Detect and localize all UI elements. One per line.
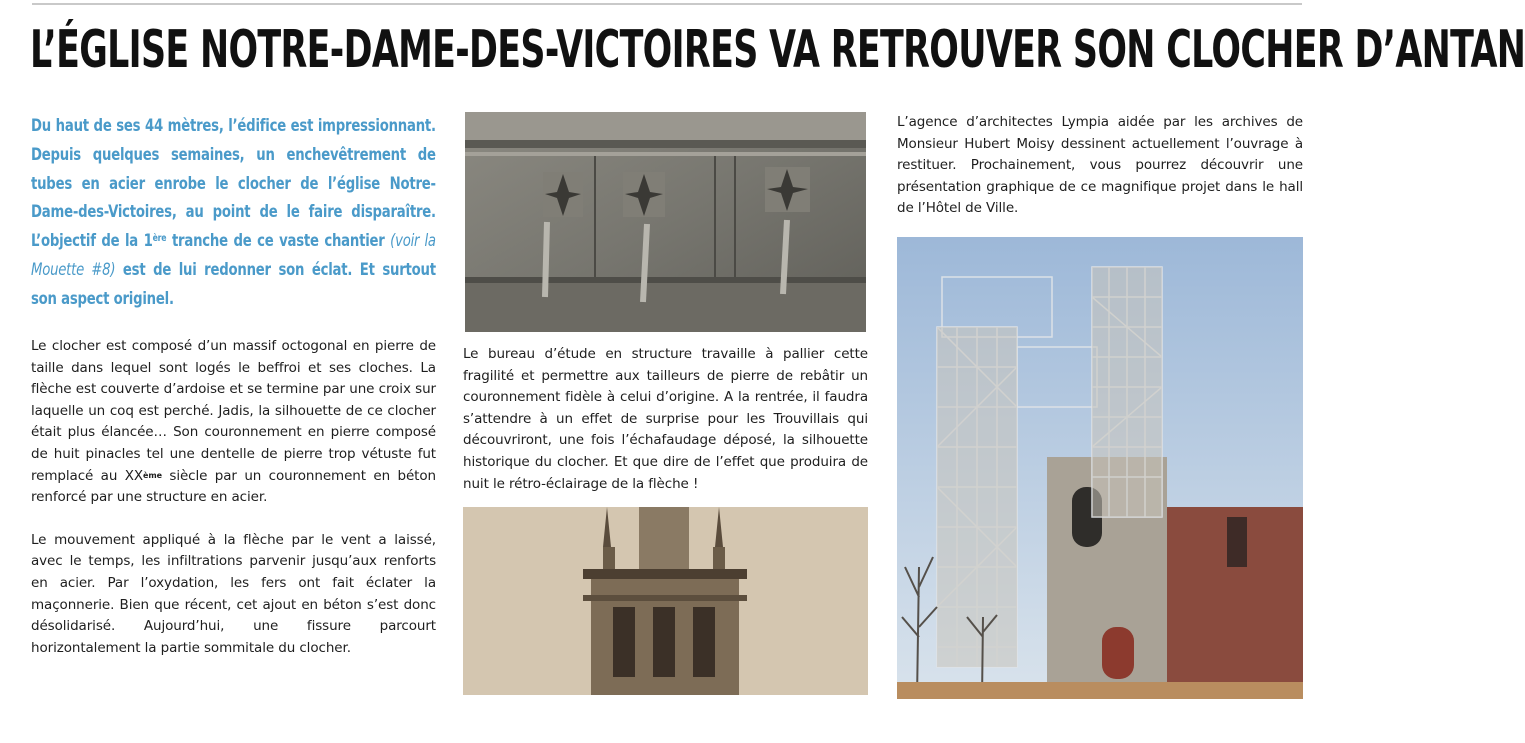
photo-archive-clocher-image <box>463 507 868 695</box>
lead-part-1: Du haut de ses 44 mètres, l’édifice est impressionnant. Depuis quelques semaines, un enchevêtrement de tubes en acier enrobe le clocher de l’église Notre-Dame-des-Victoires, au point de le faire disparaître. L’objectif de la 1 <box>31 116 436 252</box>
column-1-body <box>31 336 436 659</box>
paragraph-clocher <box>31 336 436 509</box>
lead-part-3: est de lui redonner son éclat. Et surtout son aspect originel. <box>31 259 436 309</box>
photo-scaffolding-image <box>897 237 1303 699</box>
paragraph-clocher-b: siècle par un couronnement en béton renforcé par une structure en acier. <box>31 467 436 506</box>
column-1 <box>31 112 436 680</box>
column-3 <box>897 112 1303 699</box>
photo-scaffolding <box>897 237 1303 699</box>
lead-part-2: tranche de ce vaste chantier <box>166 231 391 252</box>
lead-superscript: ère <box>152 233 167 245</box>
photo-stone-detail <box>465 112 866 332</box>
photo-archive-clocher <box>463 507 868 695</box>
top-rule <box>32 3 1302 5</box>
article-lead <box>31 112 436 314</box>
column-2-body <box>463 344 868 495</box>
lead-reference: (voir la Mouette #8) <box>31 231 436 280</box>
column-3-body <box>897 112 1303 220</box>
article-title: L’ÉGLISE NOTRE-DAME-DES-VICTOIRES VA RETROUVER SON CLOCHER D’ANTAN <box>30 20 1525 80</box>
column-2 <box>463 112 868 695</box>
paragraph-clocher-a: Le clocher est composé d’un massif octogonal en pierre de taille dans lequel sont logés le beffroi et ses cloches. La flèche est couverte d’ardoise et se termine par une croix sur laquelle un coq est perché. Jadis, la silhouette de ce clocher était plus élancée… Son couronnement en pierre composé de huit pinacles tel une dentelle de pierre trop vétuste fut remplacé au XX <box>31 338 436 484</box>
paragraph-agence-lympia: L’agence d’architectes Lympia aidée par les archives de Monsieur Hubert Moisy dessinent actuellement l’ouvrage à restituer. Prochainement, vous pourrez découvrir une présentation graphique de ce magnifique projet dans le hall de l’Hôtel de Ville. <box>897 114 1303 217</box>
photo-stone-detail-image <box>465 112 866 332</box>
paragraph-bureau-etude: Le bureau d’étude en structure travaille à pallier cette fragilité et permettre aux tailleurs de pierre de rebâtir un couronnement fidèle à celui d’origine. A la rentrée, il faudra s’attendre à un effet de surprise pour les Trouvillais qui découvriront, une fois l’échafaudage déposé, la silhouette historique du clocher. Et que dire de l’effet que produira de nuit le rétro-éclairage de la flèche ! <box>463 346 868 492</box>
century-superscript: ème <box>143 470 162 480</box>
paragraph-mouvement: Le mouvement appliqué à la flèche par le vent a laissé, avec le temps, les infiltrations parvenir jusqu’aux renforts en acier. Par l’oxydation, les fers ont fait éclater la maçonnerie. Bien que récent, cet ajout en béton s’est donc désolidarisé. Aujourd’hui, une fissure parcourt horizontalement la partie sommitale du clocher. <box>31 531 436 656</box>
